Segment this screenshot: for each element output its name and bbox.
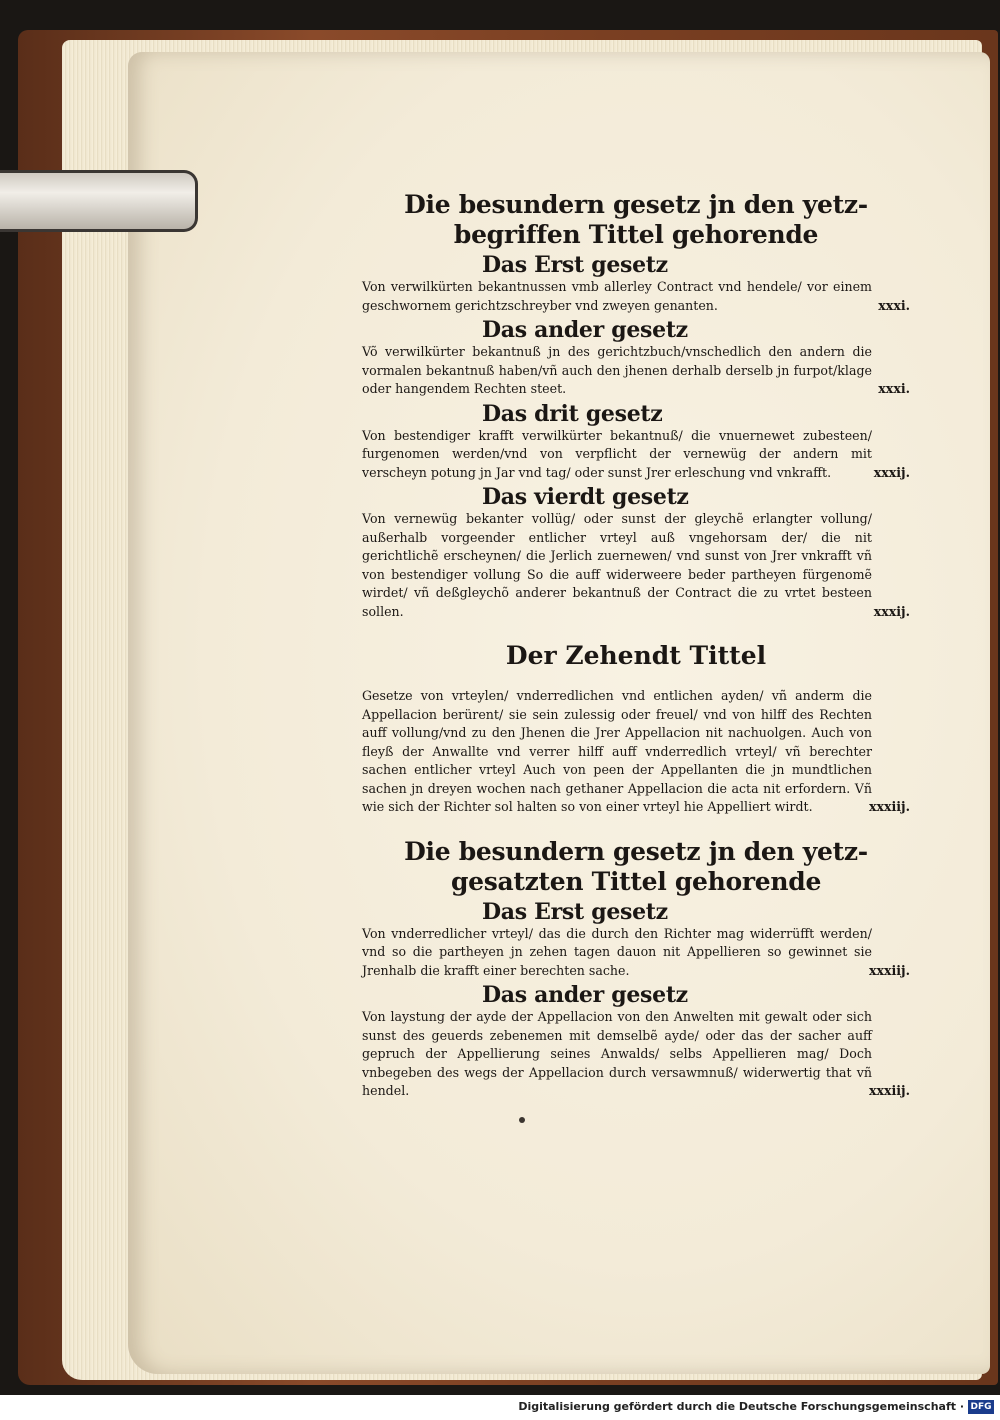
ink-dot: [519, 1117, 525, 1123]
law-text: [362, 925, 910, 981]
law-text-body: Võ verwilkürter bekantnuß jn des gerichtzbuch/vnschedlich den andern die vormalen bekantnuß haben/vñ auch den jhenen derhalb derselb jn furpot/klage oder hangendem Rechten steet.: [362, 344, 872, 396]
footer-bar: [0, 1395, 1000, 1420]
folio-number: xxxiij.: [868, 799, 910, 814]
law-title: Das ander gesetz: [482, 982, 688, 1008]
section1-heading-line2: begriffen Tittel gehorende: [453, 220, 819, 249]
title-summary-body: Gesetze von vrteylen/ vnderredlichen vnd entlichen ayden/ vñ anderm die Appellacion berürent/ sie sein zulessig oder freuel/ vnd von hilff des Rechten auff vollung/vnd zu den Jhenen die Jrer Appellacion nit nachuolgen. Auch von fleyß der Anwallte vnd verrer hilff auff vnderredlich vrteyl/ vñ berechter sachen entlicher vrteyl Auch von peen der Appellanten die jn mundtlichen sachen jn dreyen wochen nach gethaner Appellacion die acta nit erfordern. Vñ wie sich der Richter sol halten so von einer vrteyl hie Appelliert wirdt.: [362, 688, 872, 814]
law-text-body: Von laystung der ayde der Appellacion von den Anwelten mit gewalt oder sich sunst des geuerds zebenemen mit demselbẽ ayde/ oder das der sacher auff gepruch der Appellierung seines Anwalds/ selbs Appellieren mag/ Doch vnbegeben des wegs der Appellacion durch versawmnuß/ widerwertig that vñ hendel.: [362, 1009, 872, 1098]
folio-number: xxxiij.: [868, 962, 910, 978]
law-text: [362, 278, 910, 315]
law-title: Das ander gesetz: [482, 317, 688, 343]
law-text: [362, 343, 910, 399]
law-text: [362, 510, 910, 621]
law-text-body: Von vernewüg bekanter vollüg/ oder sunst der gleychẽ erlangter vollung/ außerhalb vorgeender entlicher vrteyl auß vngehorsam der/ die nit gerichtlichẽ erscheynen/ die Jerlich zuernewen/ vnd sunst von Jrer vnkrafft vñ von bestendiger vollung So die auff widerweere beder partheyen fürgenomẽ wirdet/ vñ deßgleychõ anderer bekantnuß der Contract die zu vrtet besteen sollen.: [362, 511, 872, 619]
folio-number: xxxij.: [873, 464, 910, 480]
law-text: [362, 427, 910, 483]
page-clip-bookmark: [0, 170, 198, 232]
law-text: [362, 1008, 910, 1101]
title-heading: Der Zehendt Tittel: [505, 641, 767, 670]
dfg-logo-icon: DFG: [968, 1400, 994, 1414]
folio-number: xxxi.: [878, 381, 910, 396]
law-title: Das Erst gesetz: [482, 898, 668, 925]
footer-credit: Digitalisierung gefördert durch die Deutsche Forschungsgemeinschaft ·: [518, 1400, 964, 1413]
law-title: Das vierdt gesetz: [482, 484, 689, 510]
section2-heading-line2: gesatzten Tittel gehorende: [450, 866, 822, 896]
section2-heading-line1: Die besundern gesetz jn den yetz-: [404, 836, 868, 866]
page-text: [362, 190, 910, 1101]
law-text-body: Von bestendiger krafft verwilkürter bekantnuß/ die vnuernewet zubesteen/ furgenomen werden/vnd von verpflicht der vernewüg der andern mit verscheyn potung jn Jar vnd tag/ oder sunst Jrer erleschung vnd vnkrafft.: [362, 427, 872, 480]
law-title: Das drit gesetz: [482, 400, 663, 427]
law-text-body: Von vnderredlicher vrteyl/ das die durch den Richter mag widerrüfft werden/ vnd so die partheyen jn zehen tagen dauon nit Appellieren so gewinnet sie Jrenhalb die krafft einer berechten sache.: [362, 925, 872, 978]
folio-number: xxxij.: [873, 603, 910, 619]
title-summary: [362, 687, 910, 817]
law-title: Das Erst gesetz: [482, 252, 668, 278]
law-text-body: Von verwilkürten bekantnussen vmb allerley Contract vnd hendele/ vor einem geschwornem gerichtzschreyber vnd zweyen genanten.: [362, 279, 872, 313]
section1-heading-line1: Die besundern gesetz jn den yetz-: [404, 190, 868, 219]
folio-number: xxxi.: [878, 297, 910, 313]
folio-number: xxxiij.: [868, 1083, 910, 1098]
